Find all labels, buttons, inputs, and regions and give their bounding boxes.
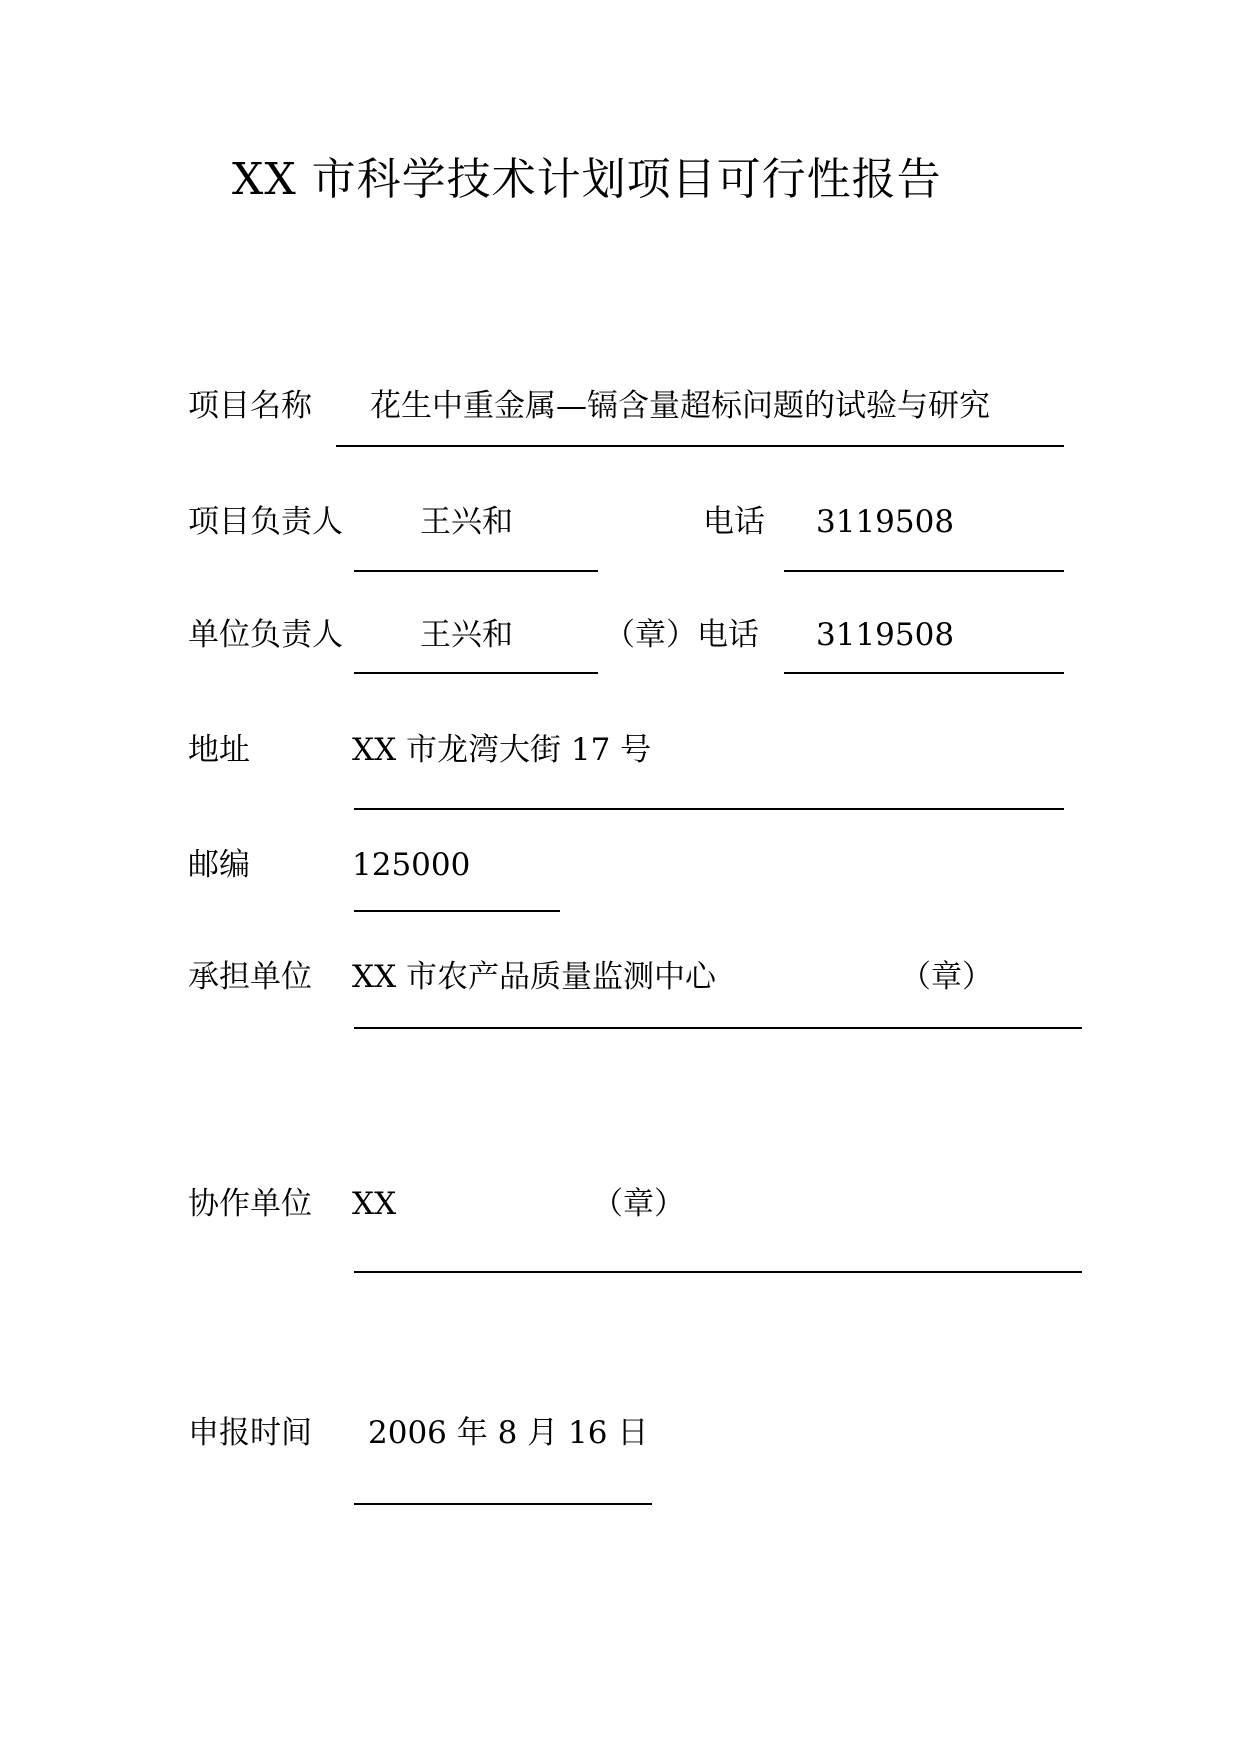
- submission-date-value: 2006 年 8 月 16 日: [368, 1415, 649, 1451]
- project-leader-value: 王兴和: [420, 504, 513, 540]
- project-leader-underline: [354, 570, 598, 572]
- address-underline: [354, 808, 1064, 810]
- postcode-label: 邮编: [188, 847, 250, 883]
- unit-leader-phone-underline: [784, 672, 1064, 674]
- cooperating-unit-seal: （章）: [592, 1186, 685, 1222]
- project-name-underline: [336, 445, 1064, 447]
- project-leader-label: 项目负责人: [188, 504, 343, 540]
- address-value: XX 市龙湾大街 17 号: [352, 732, 652, 768]
- unit-leader-value: 王兴和: [420, 617, 513, 653]
- address-label: 地址: [188, 732, 250, 768]
- unit-leader-phone-value: 3119508: [816, 617, 955, 653]
- unit-leader-label: 单位负责人: [188, 617, 343, 653]
- cooperating-unit-value: XX: [352, 1186, 397, 1222]
- project-name-value: 花生中重金属—镉含量超标问题的试验与研究: [370, 388, 990, 424]
- project-leader-phone-value: 3119508: [816, 504, 955, 540]
- project-name-label: 项目名称: [188, 388, 312, 424]
- postcode-underline: [354, 910, 560, 912]
- unit-leader-seal-phone-label: （章）电话: [604, 617, 759, 653]
- cooperating-unit-label: 协作单位: [188, 1186, 312, 1222]
- undertaking-unit-value: XX 市农产品质量监测中心: [352, 959, 716, 995]
- cooperating-unit-underline: [354, 1271, 1082, 1273]
- project-leader-phone-label: 电话: [703, 504, 765, 540]
- submission-date-underline: [354, 1503, 652, 1505]
- undertaking-unit-underline: [354, 1027, 1082, 1029]
- submission-date-label: 申报时间: [188, 1415, 312, 1451]
- project-leader-phone-underline: [784, 570, 1064, 572]
- postcode-value: 125000: [352, 847, 471, 883]
- unit-leader-underline: [354, 672, 598, 674]
- document-title: XX 市科学技术计划项目可行性报告: [232, 154, 942, 205]
- undertaking-unit-seal: （章）: [900, 959, 993, 995]
- undertaking-unit-label: 承担单位: [188, 959, 312, 995]
